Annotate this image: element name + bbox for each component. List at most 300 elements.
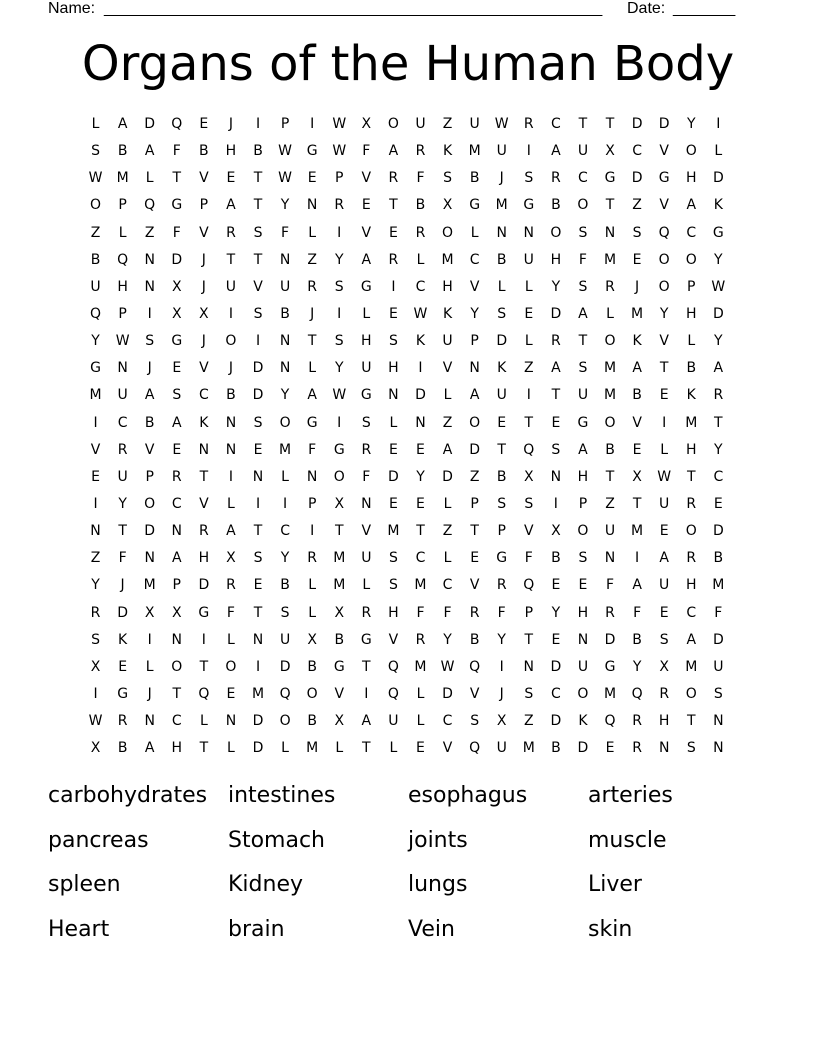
- grid-letter[interactable]: L: [443, 550, 452, 567]
- grid-letter[interactable]: X: [199, 306, 209, 323]
- grid-letter[interactable]: O: [442, 224, 454, 241]
- grid-letter[interactable]: H: [117, 278, 128, 295]
- grid-letter[interactable]: I: [364, 686, 369, 703]
- grid-letter[interactable]: A: [226, 197, 236, 214]
- grid-letter[interactable]: C: [280, 523, 290, 540]
- grid-letter[interactable]: T: [416, 523, 425, 540]
- grid-letter[interactable]: M: [685, 414, 698, 431]
- grid-letter[interactable]: D: [496, 333, 508, 350]
- grid-letter[interactable]: X: [90, 740, 101, 757]
- grid-letter[interactable]: J: [635, 278, 640, 295]
- grid-letter[interactable]: T: [362, 658, 371, 675]
- grid-letter[interactable]: N: [361, 496, 372, 513]
- grid-letter[interactable]: I: [526, 387, 531, 404]
- grid-letter[interactable]: M: [333, 550, 346, 567]
- grid-letter[interactable]: S: [443, 170, 452, 187]
- grid-letter[interactable]: Q: [604, 713, 616, 730]
- grid-letter[interactable]: Q: [523, 441, 535, 458]
- grid-letter[interactable]: K: [415, 333, 426, 350]
- grid-letter[interactable]: R: [469, 604, 480, 621]
- grid-letter[interactable]: E: [578, 577, 588, 594]
- grid-letter[interactable]: T: [524, 631, 534, 648]
- grid-letter[interactable]: A: [171, 414, 182, 431]
- grid-letter[interactable]: E: [632, 441, 642, 458]
- grid-letter[interactable]: U: [523, 251, 534, 268]
- grid-letter[interactable]: M: [387, 523, 400, 540]
- grid-letter[interactable]: U: [415, 116, 426, 133]
- grid-letter[interactable]: P: [118, 197, 127, 214]
- grid-letter[interactable]: F: [605, 577, 615, 594]
- grid-letter[interactable]: M: [603, 686, 617, 703]
- grid-letter[interactable]: X: [632, 468, 642, 485]
- grid-letter[interactable]: R: [686, 496, 697, 513]
- grid-letter[interactable]: Y: [280, 387, 290, 404]
- grid-letter[interactable]: N: [225, 414, 237, 431]
- grid-letter[interactable]: Z: [523, 713, 534, 730]
- grid-letter[interactable]: G: [333, 441, 345, 458]
- grid-letter[interactable]: T: [605, 197, 615, 214]
- grid-letter[interactable]: S: [91, 631, 100, 648]
- grid-letter[interactable]: U: [469, 116, 480, 133]
- grid-letter[interactable]: I: [228, 468, 233, 485]
- grid-letter[interactable]: V: [361, 523, 372, 540]
- grid-letter[interactable]: B: [496, 251, 507, 268]
- grid-letter[interactable]: F: [281, 224, 290, 241]
- grid-letter[interactable]: S: [578, 278, 588, 295]
- grid-letter[interactable]: L: [416, 686, 425, 703]
- grid-letter[interactable]: O: [577, 197, 589, 214]
- grid-letter[interactable]: M: [631, 306, 644, 323]
- grid-letter[interactable]: V: [253, 278, 263, 295]
- grid-letter[interactable]: J: [201, 251, 206, 268]
- grid-letter[interactable]: I: [310, 116, 315, 133]
- grid-letter[interactable]: M: [306, 740, 319, 757]
- grid-letter[interactable]: Q: [117, 251, 129, 268]
- grid-letter[interactable]: B: [551, 197, 561, 214]
- grid-letter[interactable]: L: [470, 224, 479, 241]
- grid-letter[interactable]: Q: [469, 658, 481, 675]
- grid-letter[interactable]: U: [361, 550, 372, 567]
- grid-letter[interactable]: O: [658, 251, 670, 268]
- grid-letter[interactable]: W: [278, 170, 292, 187]
- grid-letter[interactable]: L: [362, 306, 371, 323]
- grid-letter[interactable]: C: [415, 550, 426, 567]
- grid-letter[interactable]: V: [199, 170, 209, 187]
- grid-letter[interactable]: E: [388, 224, 398, 241]
- grid-letter[interactable]: V: [469, 278, 480, 295]
- grid-letter[interactable]: J: [499, 170, 504, 187]
- grid-letter[interactable]: L: [335, 740, 344, 757]
- grid-letter[interactable]: S: [524, 170, 534, 187]
- grid-letter[interactable]: M: [89, 387, 102, 404]
- grid-letter[interactable]: E: [118, 658, 128, 675]
- grid-letter[interactable]: Q: [631, 686, 643, 703]
- grid-letter[interactable]: S: [686, 740, 696, 757]
- grid-letter[interactable]: R: [361, 441, 372, 458]
- grid-letter[interactable]: F: [633, 604, 642, 621]
- grid-letter[interactable]: D: [712, 306, 724, 323]
- grid-letter[interactable]: S: [388, 333, 398, 350]
- grid-letter[interactable]: P: [470, 496, 479, 513]
- grid-letter[interactable]: L: [524, 333, 533, 350]
- grid-letter[interactable]: P: [118, 306, 127, 323]
- grid-letter[interactable]: M: [143, 577, 156, 594]
- grid-letter[interactable]: E: [497, 414, 507, 431]
- grid-letter[interactable]: X: [605, 143, 615, 160]
- grid-letter[interactable]: M: [116, 170, 129, 187]
- grid-letter[interactable]: S: [578, 360, 588, 377]
- grid-letter[interactable]: F: [416, 604, 425, 621]
- grid-letter[interactable]: M: [603, 387, 617, 404]
- grid-letter[interactable]: M: [414, 658, 427, 675]
- grid-letter[interactable]: L: [281, 740, 289, 757]
- grid-letter[interactable]: I: [93, 686, 98, 703]
- grid-letter[interactable]: P: [687, 278, 696, 295]
- grid-letter[interactable]: H: [685, 441, 697, 458]
- grid-letter[interactable]: L: [91, 116, 100, 133]
- grid-letter[interactable]: N: [144, 251, 155, 268]
- grid-letter[interactable]: N: [604, 224, 616, 241]
- grid-letter[interactable]: X: [361, 116, 372, 133]
- grid-letter[interactable]: E: [551, 414, 561, 431]
- grid-letter[interactable]: U: [659, 577, 670, 594]
- grid-letter[interactable]: E: [605, 740, 615, 757]
- grid-letter[interactable]: H: [442, 278, 453, 295]
- grid-letter[interactable]: O: [685, 251, 697, 268]
- grid-letter[interactable]: T: [307, 333, 317, 350]
- grid-letter[interactable]: C: [550, 686, 561, 703]
- grid-letter[interactable]: B: [117, 740, 128, 757]
- grid-letter[interactable]: Q: [658, 224, 670, 241]
- grid-letter[interactable]: R: [415, 143, 426, 160]
- grid-letter[interactable]: R: [415, 224, 426, 241]
- grid-letter[interactable]: S: [361, 414, 371, 431]
- grid-letter[interactable]: L: [308, 224, 317, 241]
- grid-letter[interactable]: Y: [470, 306, 479, 323]
- grid-letter[interactable]: L: [118, 224, 127, 241]
- grid-letter[interactable]: B: [469, 631, 480, 648]
- grid-letter[interactable]: C: [117, 414, 128, 431]
- grid-letter[interactable]: Z: [605, 496, 615, 513]
- grid-letter[interactable]: I: [147, 306, 152, 323]
- grid-letter[interactable]: R: [523, 116, 534, 133]
- grid-letter[interactable]: N: [496, 224, 507, 241]
- grid-letter[interactable]: W: [332, 116, 347, 133]
- grid-letter[interactable]: Q: [171, 116, 183, 133]
- grid-letter[interactable]: N: [279, 333, 291, 350]
- grid-letter[interactable]: D: [144, 523, 156, 540]
- grid-letter[interactable]: O: [387, 116, 399, 133]
- grid-letter[interactable]: L: [416, 713, 425, 730]
- grid-letter[interactable]: N: [469, 360, 480, 377]
- grid-letter[interactable]: L: [145, 170, 154, 187]
- grid-letter[interactable]: B: [280, 306, 290, 323]
- grid-letter[interactable]: D: [550, 713, 562, 730]
- grid-letter[interactable]: J: [201, 278, 206, 295]
- grid-letter[interactable]: R: [388, 170, 399, 187]
- grid-letter[interactable]: I: [228, 306, 233, 323]
- grid-letter[interactable]: E: [659, 604, 669, 621]
- grid-letter[interactable]: A: [307, 387, 317, 404]
- grid-letter[interactable]: W: [413, 306, 428, 323]
- grid-letter[interactable]: B: [605, 441, 615, 458]
- grid-letter[interactable]: Y: [443, 631, 452, 648]
- grid-letter[interactable]: C: [632, 143, 642, 160]
- grid-letter[interactable]: S: [632, 224, 642, 241]
- grid-letter[interactable]: R: [226, 224, 236, 241]
- grid-letter[interactable]: C: [442, 713, 453, 730]
- grid-letter[interactable]: N: [713, 713, 724, 730]
- grid-letter[interactable]: P: [280, 116, 290, 133]
- grid-letter[interactable]: I: [716, 116, 721, 133]
- grid-letter[interactable]: D: [712, 523, 724, 540]
- grid-letter[interactable]: L: [281, 468, 289, 485]
- grid-letter[interactable]: V: [469, 686, 480, 703]
- grid-letter[interactable]: D: [658, 116, 670, 133]
- grid-letter[interactable]: A: [361, 251, 372, 268]
- grid-letter[interactable]: R: [198, 523, 209, 540]
- grid-letter[interactable]: E: [226, 170, 236, 187]
- grid-letter[interactable]: H: [225, 143, 237, 160]
- grid-letter[interactable]: M: [603, 251, 617, 268]
- grid-letter[interactable]: F: [416, 170, 425, 187]
- grid-letter[interactable]: P: [497, 523, 506, 540]
- grid-letter[interactable]: G: [360, 387, 372, 404]
- grid-letter[interactable]: W: [88, 713, 103, 730]
- grid-letter[interactable]: R: [659, 686, 670, 703]
- grid-letter[interactable]: O: [90, 197, 102, 214]
- grid-letter[interactable]: F: [226, 604, 235, 621]
- grid-letter[interactable]: T: [362, 740, 371, 757]
- grid-letter[interactable]: R: [686, 550, 697, 567]
- grid-letter[interactable]: K: [497, 360, 507, 377]
- grid-letter[interactable]: R: [226, 577, 236, 594]
- grid-letter[interactable]: T: [253, 251, 263, 268]
- grid-letter[interactable]: R: [171, 468, 182, 485]
- grid-letter[interactable]: A: [361, 713, 372, 730]
- grid-letter[interactable]: G: [306, 414, 318, 431]
- grid-letter[interactable]: B: [632, 631, 642, 648]
- grid-letter[interactable]: N: [604, 550, 616, 567]
- grid-letter[interactable]: B: [90, 251, 101, 268]
- grid-letter[interactable]: E: [172, 360, 182, 377]
- grid-letter[interactable]: N: [279, 251, 291, 268]
- grid-letter[interactable]: R: [117, 713, 128, 730]
- grid-letter[interactable]: N: [252, 468, 264, 485]
- grid-letter[interactable]: U: [604, 523, 616, 540]
- grid-letter[interactable]: Y: [714, 441, 723, 458]
- grid-letter[interactable]: B: [253, 143, 263, 160]
- grid-letter[interactable]: H: [388, 604, 399, 621]
- grid-letter[interactable]: E: [253, 441, 263, 458]
- grid-letter[interactable]: O: [469, 414, 481, 431]
- grid-letter[interactable]: K: [199, 414, 209, 431]
- grid-letter[interactable]: Y: [714, 333, 723, 350]
- grid-letter[interactable]: T: [524, 414, 534, 431]
- grid-letter[interactable]: S: [145, 333, 155, 350]
- grid-letter[interactable]: I: [255, 333, 261, 350]
- grid-letter[interactable]: A: [551, 143, 561, 160]
- grid-letter[interactable]: Y: [714, 251, 723, 268]
- grid-letter[interactable]: R: [117, 441, 128, 458]
- grid-letter[interactable]: F: [172, 224, 181, 241]
- grid-letter[interactable]: L: [443, 387, 452, 404]
- grid-letter[interactable]: Y: [91, 577, 100, 594]
- grid-letter[interactable]: Q: [90, 306, 102, 323]
- grid-letter[interactable]: T: [172, 170, 182, 187]
- grid-letter[interactable]: M: [279, 441, 292, 458]
- grid-letter[interactable]: Q: [469, 740, 481, 757]
- grid-letter[interactable]: U: [577, 387, 589, 404]
- grid-letter[interactable]: N: [171, 631, 183, 648]
- grid-letter[interactable]: C: [171, 496, 182, 513]
- grid-letter[interactable]: F: [524, 550, 533, 567]
- grid-letter[interactable]: L: [389, 740, 398, 757]
- grid-letter[interactable]: V: [659, 333, 669, 350]
- grid-letter[interactable]: V: [90, 441, 101, 458]
- grid-letter[interactable]: C: [442, 577, 453, 594]
- grid-letter[interactable]: N: [225, 713, 237, 730]
- grid-letter[interactable]: L: [199, 713, 208, 730]
- grid-letter[interactable]: T: [226, 251, 236, 268]
- grid-letter[interactable]: S: [713, 686, 723, 703]
- grid-letter[interactable]: C: [198, 387, 209, 404]
- grid-letter[interactable]: O: [685, 686, 697, 703]
- grid-letter[interactable]: G: [604, 170, 616, 187]
- grid-letter[interactable]: E: [470, 550, 480, 567]
- grid-letter[interactable]: X: [659, 658, 669, 675]
- grid-letter[interactable]: E: [91, 468, 100, 485]
- grid-letter[interactable]: D: [144, 116, 156, 133]
- grid-letter[interactable]: D: [198, 577, 210, 594]
- grid-letter[interactable]: X: [307, 631, 317, 648]
- grid-letter[interactable]: I: [283, 496, 288, 513]
- grid-letter[interactable]: T: [199, 740, 209, 757]
- grid-letter[interactable]: L: [497, 278, 506, 295]
- grid-letter[interactable]: I: [553, 496, 558, 513]
- grid-letter[interactable]: Z: [307, 251, 317, 268]
- grid-letter[interactable]: P: [307, 496, 317, 513]
- grid-letter[interactable]: B: [334, 631, 345, 648]
- grid-letter[interactable]: Y: [497, 631, 506, 648]
- grid-letter[interactable]: W: [88, 170, 103, 187]
- grid-letter[interactable]: I: [499, 658, 504, 675]
- grid-letter[interactable]: H: [550, 251, 562, 268]
- grid-letter[interactable]: U: [361, 360, 372, 377]
- grid-letter[interactable]: L: [308, 360, 317, 377]
- grid-letter[interactable]: N: [90, 523, 101, 540]
- grid-letter[interactable]: W: [494, 116, 509, 133]
- grid-letter[interactable]: D: [631, 116, 643, 133]
- grid-letter[interactable]: L: [227, 631, 235, 648]
- grid-letter[interactable]: B: [307, 713, 317, 730]
- grid-letter[interactable]: O: [577, 686, 589, 703]
- grid-letter[interactable]: V: [442, 740, 453, 757]
- grid-letter[interactable]: U: [577, 658, 589, 675]
- grid-letter[interactable]: T: [253, 523, 263, 540]
- grid-letter[interactable]: O: [658, 278, 670, 295]
- grid-letter[interactable]: C: [713, 468, 724, 485]
- grid-letter[interactable]: U: [388, 713, 399, 730]
- grid-letter[interactable]: Q: [198, 686, 210, 703]
- grid-letter[interactable]: W: [657, 468, 672, 485]
- grid-letter[interactable]: L: [227, 496, 235, 513]
- grid-letter[interactable]: T: [605, 116, 615, 133]
- grid-letter[interactable]: X: [334, 496, 345, 513]
- grid-letter[interactable]: T: [659, 360, 669, 377]
- grid-letter[interactable]: E: [172, 441, 182, 458]
- grid-letter[interactable]: R: [388, 251, 399, 268]
- grid-letter[interactable]: E: [551, 577, 561, 594]
- grid-letter[interactable]: O: [550, 224, 562, 241]
- grid-letter[interactable]: F: [308, 441, 317, 458]
- grid-letter[interactable]: L: [416, 251, 425, 268]
- grid-letter[interactable]: N: [279, 360, 291, 377]
- grid-letter[interactable]: O: [604, 333, 616, 350]
- grid-letter[interactable]: T: [253, 604, 263, 621]
- grid-letter[interactable]: N: [577, 631, 589, 648]
- grid-letter[interactable]: T: [578, 333, 588, 350]
- grid-letter[interactable]: O: [225, 333, 237, 350]
- grid-letter[interactable]: U: [117, 387, 128, 404]
- grid-letter[interactable]: C: [686, 224, 697, 241]
- grid-letter[interactable]: N: [144, 278, 155, 295]
- grid-letter[interactable]: F: [578, 251, 587, 268]
- grid-letter[interactable]: M: [333, 577, 346, 594]
- grid-letter[interactable]: T: [334, 523, 344, 540]
- grid-letter[interactable]: G: [523, 197, 535, 214]
- grid-letter[interactable]: N: [523, 658, 535, 675]
- grid-letter[interactable]: D: [712, 170, 724, 187]
- grid-letter[interactable]: D: [442, 468, 453, 485]
- grid-letter[interactable]: A: [144, 387, 155, 404]
- grid-letter[interactable]: H: [577, 604, 589, 621]
- grid-letter[interactable]: Y: [334, 360, 344, 377]
- grid-letter[interactable]: M: [522, 740, 535, 757]
- grid-letter[interactable]: T: [199, 658, 209, 675]
- grid-letter[interactable]: N: [171, 523, 183, 540]
- grid-letter[interactable]: D: [252, 387, 264, 404]
- grid-letter[interactable]: O: [144, 496, 156, 513]
- grid-letter[interactable]: B: [226, 387, 236, 404]
- grid-letter[interactable]: J: [499, 686, 504, 703]
- grid-letter[interactable]: Y: [280, 550, 290, 567]
- grid-letter[interactable]: N: [306, 197, 318, 214]
- grid-letter[interactable]: X: [496, 713, 507, 730]
- grid-letter[interactable]: F: [497, 604, 506, 621]
- grid-letter[interactable]: L: [687, 333, 696, 350]
- grid-letter[interactable]: R: [605, 278, 615, 295]
- grid-letter[interactable]: D: [252, 740, 264, 757]
- grid-letter[interactable]: B: [199, 143, 209, 160]
- grid-letter[interactable]: G: [90, 360, 101, 377]
- grid-letter[interactable]: E: [361, 197, 371, 214]
- grid-letter[interactable]: S: [253, 306, 263, 323]
- grid-letter[interactable]: G: [306, 143, 318, 160]
- grid-letter[interactable]: R: [334, 197, 345, 214]
- grid-letter[interactable]: Y: [686, 116, 696, 133]
- grid-letter[interactable]: U: [442, 333, 453, 350]
- grid-letter[interactable]: T: [578, 116, 588, 133]
- grid-letter[interactable]: T: [686, 468, 696, 485]
- grid-letter[interactable]: W: [440, 658, 455, 675]
- grid-letter[interactable]: U: [496, 387, 507, 404]
- grid-letter[interactable]: C: [415, 278, 426, 295]
- grid-letter[interactable]: O: [685, 143, 697, 160]
- grid-letter[interactable]: E: [659, 387, 669, 404]
- grid-letter[interactable]: S: [253, 414, 263, 431]
- grid-letter[interactable]: E: [307, 170, 317, 187]
